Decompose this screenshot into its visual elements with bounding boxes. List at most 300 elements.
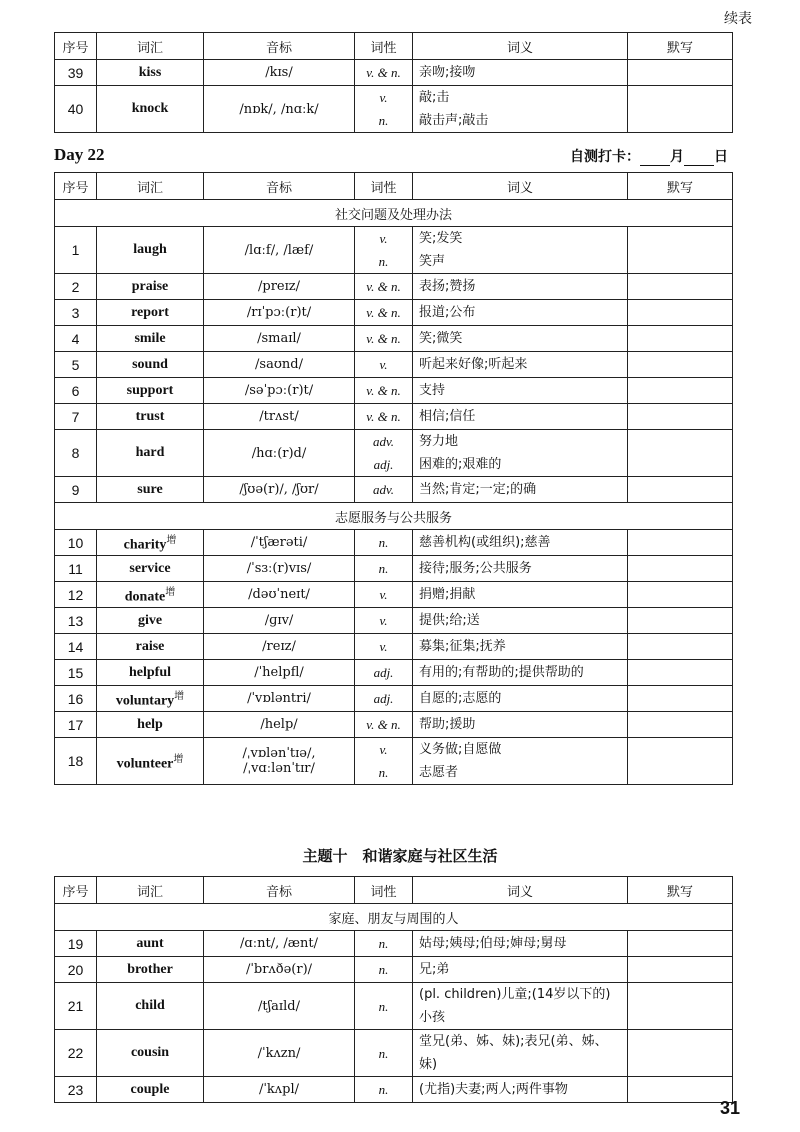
pos-line: v. [379,613,388,628]
word-text: laugh [133,242,167,257]
vocab-word [97,686,204,712]
column-header: 词义 [413,33,628,60]
row-number: 20 [55,957,97,983]
phonetic-line: /ˈvɒləntri/ [247,691,311,706]
vocab-word [97,1030,204,1077]
meaning [413,556,628,582]
row-number: 3 [55,300,97,326]
column-header: 默写 [628,33,733,60]
row-number: 1 [55,227,97,274]
phonetic [204,300,355,326]
word-text: support [126,382,174,398]
table-row [55,712,733,738]
table-row [55,686,733,712]
phonetic [204,634,355,660]
meaning-line: 志愿者 [419,765,459,780]
continued-label: 续表 [724,11,752,27]
row-number: 7 [55,404,97,430]
phonetic [204,1030,355,1077]
dictation-cell[interactable] [628,300,733,326]
meaning-line: 兄;弟 [419,962,450,977]
meaning [413,477,628,503]
meaning [413,430,628,477]
table-row [55,530,733,556]
part-of-speech [355,931,413,957]
meaning-line: 募集;征集;抚养 [419,639,506,654]
part-of-speech [355,86,413,133]
pos-line: v. & n. [366,65,401,80]
phonetic-line: /smaɪl/ [257,331,301,346]
table-row [55,608,733,634]
page-number: 31 [719,1098,740,1118]
meaning-line: 提供;给;送 [419,613,480,628]
vocab-word [97,634,204,660]
dictation-cell[interactable] [628,227,733,274]
part-of-speech [355,274,413,300]
phonetic [204,738,355,785]
phonetic [204,404,355,430]
table-row [55,1030,733,1077]
table-row [55,660,733,686]
table-row [55,378,733,404]
dictation-cell[interactable] [628,634,733,660]
day-blank[interactable] [684,151,714,166]
phonetic-line: /trʌst/ [259,409,299,424]
column-header: 音标 [204,877,355,904]
header-row [55,33,733,60]
added-word-mark: 增 [166,535,177,547]
meaning [413,300,628,326]
phonetic [204,378,355,404]
word-text: voluntary [115,693,175,709]
table-row [55,404,733,430]
vocab-word [97,983,204,1030]
table-row [55,957,733,983]
phonetic-line: /ʃʊə(r)/, /ʃʊr/ [239,482,319,497]
phonetic [204,326,355,352]
phonetic-line: /ˈkʌzn/ [257,1045,301,1061]
vocab-word [97,300,204,326]
vocab-table-theme10 [54,876,733,1103]
part-of-speech [355,1077,413,1103]
vocab-word [97,404,204,430]
word-text: couple [130,1081,170,1097]
column-header: 音标 [204,33,355,60]
vocab-word [97,326,204,352]
dictation-cell[interactable] [628,1030,733,1077]
column-header: 词义 [413,173,628,200]
part-of-speech [355,660,413,686]
part-of-speech [355,957,413,983]
word-text: knock [131,101,169,116]
row-number: 2 [55,274,97,300]
meaning-line: 敲;击 [419,90,450,105]
phonetic-line: /ɡɪv/ [264,613,294,628]
phonetic [204,556,355,582]
row-number: 8 [55,430,97,477]
dictation-cell[interactable] [628,556,733,582]
table-row [55,430,733,477]
table-row [55,477,733,503]
phonetic-line: /ɑːnt/, /ænt/ [240,936,318,951]
part-of-speech [355,738,413,785]
phonetic [204,660,355,686]
meaning-line: 困难的;艰难的 [419,457,502,472]
vocab-word [97,477,204,503]
meaning-line: 捐赠;捐献 [419,587,476,602]
word-text: sure [137,481,163,497]
dictation-cell[interactable] [628,957,733,983]
vocab-word [97,378,204,404]
meaning [413,931,628,957]
phonetic [204,983,355,1030]
self-test-checkin [570,146,728,166]
pos-line: v. & n. [366,279,401,294]
pos-line: v. [379,357,388,372]
table-row [55,1077,733,1103]
meaning-line: (pl. children)儿童;(14岁以下的) [419,987,611,1002]
table-row [55,352,733,378]
dictation-cell[interactable] [628,86,733,133]
dictation-cell[interactable] [628,352,733,378]
row-number: 13 [55,608,97,634]
pos-line: v. [379,90,388,105]
pos-line: v. [379,231,388,246]
phonetic [204,60,355,86]
part-of-speech [355,1030,413,1077]
phonetic-line: /lɑːf/, /læf/ [244,242,314,258]
part-of-speech [355,430,413,477]
vocab-word [97,556,204,582]
part-of-speech [355,983,413,1030]
phonetic-line: /rɪˈpɔː(r)t/ [246,305,312,320]
pos-line: adj. [373,691,394,706]
phonetic [204,86,355,133]
phonetic [204,712,355,738]
word-text: trust [135,408,165,424]
word-text: kiss [138,64,162,80]
header-row [55,173,733,200]
dictation-cell[interactable] [628,686,733,712]
added-word-mark: 增 [174,691,185,703]
row-number: 18 [55,738,97,785]
vocab-word [97,660,204,686]
checkin-day: 日 [714,149,728,165]
vocab-word [97,608,204,634]
meaning-line: 有用的;有帮助的;提供帮助的 [419,665,584,680]
part-of-speech [355,60,413,86]
phonetic [204,608,355,634]
row-number: 39 [55,60,97,86]
part-of-speech [355,378,413,404]
pos-line: n. [378,254,389,269]
meaning-line: 报道;公布 [419,305,476,320]
meaning [413,404,628,430]
column-header: 音标 [204,173,355,200]
vocab-table-continued [54,32,733,133]
pos-line: n. [378,998,389,1014]
phonetic-line: /kɪs/ [265,65,293,80]
meaning [413,582,628,608]
meaning-line: 相信;信任 [419,409,476,424]
table-row [55,300,733,326]
vocab-word [97,582,204,608]
dictation-cell[interactable] [628,660,733,686]
meaning [413,738,628,785]
pos-line: adj. [373,665,394,680]
word-text: brother [127,961,173,977]
part-of-speech [355,227,413,274]
part-of-speech [355,712,413,738]
column-header: 词义 [413,877,628,904]
phonetic-line: /səˈpɔː(r)t/ [244,383,314,398]
word-text: child [135,998,165,1013]
part-of-speech [355,634,413,660]
word-text: hard [135,445,165,460]
dictation-cell[interactable] [628,326,733,352]
pos-line: v. & n. [366,717,401,732]
phonetic [204,477,355,503]
word-text: raise [135,638,165,654]
table-row [55,326,733,352]
phonetic-line: /ˈbrʌðə(r)/ [245,962,313,977]
row-number: 9 [55,477,97,503]
pos-line: v. & n. [366,409,401,424]
meaning-line: (尤指)夫妻;两人;两件事物 [419,1082,568,1097]
column-header: 词汇 [97,877,204,904]
phonetic-line: /ˌvɑːlənˈtɪr/ [243,761,315,776]
column-header: 词性 [355,173,413,200]
meaning [413,530,628,556]
pos-line: v. [379,587,388,602]
part-of-speech [355,300,413,326]
pos-line: n. [378,113,389,128]
vocab-word [97,1077,204,1103]
dictation-cell[interactable] [628,983,733,1030]
header-row [55,877,733,904]
meaning-line: 接待;服务;公共服务 [419,561,532,576]
meaning [413,712,628,738]
phonetic [204,227,355,274]
word-text: smile [134,330,166,346]
phonetic [204,1077,355,1103]
pos-line: n. [378,962,389,977]
meaning-line: 义务做;自愿做 [419,742,502,757]
table-row [55,983,733,1030]
dictation-cell[interactable] [628,1077,733,1103]
meaning-line: 敲击声;敲击 [419,113,489,128]
vocab-word [97,430,204,477]
pos-line: n. [378,535,389,550]
meaning [413,86,628,133]
phonetic-line: /preɪz/ [258,279,300,294]
meaning-line: 努力地 [419,434,459,449]
theme-title: 主题十 和谐家庭与社区生活 [302,847,498,865]
word-text: report [131,304,169,320]
phonetic [204,582,355,608]
word-text: cousin [130,1045,170,1060]
dictation-cell[interactable] [628,477,733,503]
phonetic [204,530,355,556]
meaning [413,352,628,378]
added-word-mark: 增 [165,587,176,599]
vocab-word [97,712,204,738]
dictation-cell[interactable] [628,274,733,300]
meaning [413,1077,628,1103]
section-row [55,904,733,931]
word-text: praise [131,278,169,294]
meaning-line: 支持 [419,383,446,398]
pos-line: v. & n. [366,331,401,346]
meaning-line: 自愿的;志愿的 [419,691,502,706]
section-title: 志愿服务与公共服务 [55,503,733,530]
section-title: 家庭、朋友与周围的人 [55,904,733,931]
meaning [413,608,628,634]
vocab-word [97,931,204,957]
meaning-line: 慈善机构(或组织);慈善 [419,535,551,550]
pos-line: n. [378,936,389,951]
part-of-speech [355,404,413,430]
phonetic [204,352,355,378]
pos-line: v. & n. [366,305,401,320]
row-number: 15 [55,660,97,686]
table-row [55,556,733,582]
part-of-speech [355,477,413,503]
phonetic-line: /ˈsɜː(r)vɪs/ [246,561,312,576]
meaning [413,686,628,712]
vocab-table-day22 [54,172,733,785]
pos-line: n. [378,1082,389,1097]
phonetic-line: /ˈtʃærəti/ [250,535,308,550]
word-text: service [129,560,171,576]
phonetic-line: /ˌvɒlənˈtɪə/, [242,746,316,761]
row-number: 22 [55,1030,97,1077]
meaning [413,1030,628,1077]
dictation-cell[interactable] [628,378,733,404]
word-text: charity [123,537,167,553]
word-text: helpful [128,664,171,680]
vocab-word [97,86,204,133]
row-number: 14 [55,634,97,660]
meaning [413,957,628,983]
row-number: 40 [55,86,97,133]
part-of-speech [355,608,413,634]
meaning-line: 笑;发笑 [419,231,463,246]
pos-line: n. [378,765,389,780]
meaning [413,660,628,686]
pos-line: adj. [373,457,394,472]
meaning [413,378,628,404]
pos-line: v. [379,639,388,654]
pos-line: adv. [372,482,395,497]
dictation-cell[interactable] [628,712,733,738]
dictation-cell[interactable] [628,931,733,957]
meaning-line: 小孩 [419,1010,446,1025]
phonetic-line: /ˈkʌpl/ [258,1082,300,1097]
added-word-mark: 增 [173,753,184,765]
day-title: Day 22 [54,145,105,164]
month-blank[interactable] [640,151,670,166]
meaning-line: 亲吻;接吻 [419,65,476,80]
meaning-line: 表扬;赞扬 [419,279,476,294]
column-header: 默写 [628,173,733,200]
vocab-word [97,274,204,300]
row-number: 23 [55,1077,97,1103]
phonetic-line: /saʊnd/ [255,357,303,372]
table-row [55,931,733,957]
meaning [413,274,628,300]
meaning-line: 当然;肯定;一定;的确 [419,482,537,497]
phonetic [204,957,355,983]
meaning-line: 笑;微笑 [419,331,463,346]
dictation-cell[interactable] [628,430,733,477]
section-row [55,200,733,227]
phonetic-line: /ˈhelpfl/ [254,665,304,680]
vocab-word [97,530,204,556]
dictation-cell[interactable] [628,582,733,608]
phonetic-line: /reɪz/ [262,639,296,654]
row-number: 4 [55,326,97,352]
vocab-word [97,957,204,983]
table-row [55,738,733,785]
vocab-word [97,738,204,785]
phonetic-line: /nɒk/, /nɑːk/ [239,101,319,117]
dictation-cell[interactable] [628,60,733,86]
meaning [413,227,628,274]
part-of-speech [355,556,413,582]
table-row [55,86,733,133]
column-header: 默写 [628,877,733,904]
vocab-word [97,352,204,378]
column-header: 序号 [55,877,97,904]
pos-line: adv. [372,434,395,449]
table-row [55,274,733,300]
dictation-cell[interactable] [628,530,733,556]
word-text: volunteer [116,756,174,772]
column-header: 序号 [55,33,97,60]
meaning [413,983,628,1030]
dictation-cell[interactable] [628,404,733,430]
row-number: 6 [55,378,97,404]
word-text: help [137,716,163,732]
meaning-line: 帮助;援助 [419,717,476,732]
table-row [55,60,733,86]
vocab-word [97,60,204,86]
column-header: 词汇 [97,33,204,60]
pos-line: v. [379,742,388,757]
part-of-speech [355,352,413,378]
row-number: 19 [55,931,97,957]
meaning-line: 姑母;姨母;伯母;婶母;舅母 [419,936,567,951]
part-of-speech [355,530,413,556]
part-of-speech [355,686,413,712]
phonetic-line: /tʃaɪld/ [258,998,300,1014]
row-number: 10 [55,530,97,556]
phonetic-line: /help/ [260,717,298,732]
meaning [413,60,628,86]
row-number: 17 [55,712,97,738]
meaning-line: 笑声 [419,254,446,269]
phonetic-line: /dəʊˈneɪt/ [248,587,310,602]
meaning [413,634,628,660]
column-header: 序号 [55,173,97,200]
part-of-speech [355,326,413,352]
dictation-cell[interactable] [628,608,733,634]
dictation-cell[interactable] [628,738,733,785]
vocab-word [97,227,204,274]
table-row [55,634,733,660]
table-row [55,227,733,274]
